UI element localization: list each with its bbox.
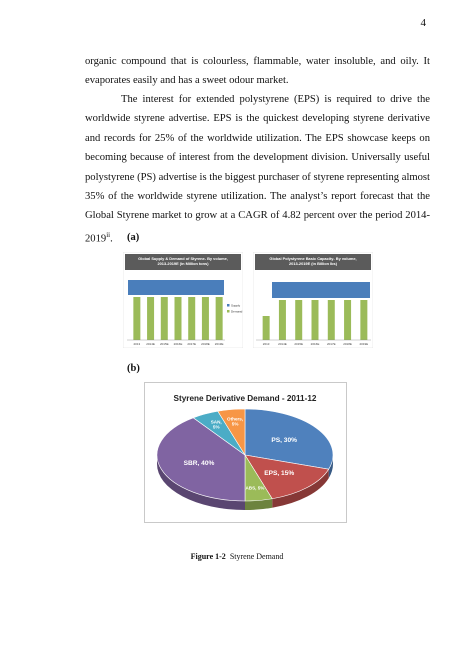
x-tick-label: 2018E [343,342,352,346]
page-number: 4 [420,17,426,29]
supply-demand-chart [123,252,243,348]
capacity-bar [279,300,286,340]
x-tick-label: 2019E [214,342,224,346]
caption-label: Figure 1-2 [190,552,226,561]
capacity-bar [328,300,335,340]
x-tick-label: 2018E [201,342,210,346]
pie-data-label: SAN, 5% [210,419,222,430]
capacity-bar [295,300,302,340]
demand-bar [147,297,154,340]
x-tick-label: 2013 [262,342,270,346]
legend-swatch-supply [227,304,230,307]
chart-title: Global Supply & Demand of Styrene- By volume, 2013-2019E (in Million tons) [138,256,228,266]
pie-data-label: Others, 5% [227,416,244,427]
paragraph-2-end: . [110,233,113,245]
demand-bar [188,297,195,340]
pie-data-label: PS, 30% [271,437,297,445]
x-tick-label: 2014E [278,342,287,346]
panel-b-label: (b) [127,363,140,374]
demand-bar [216,297,223,340]
capacity-bar [263,316,270,340]
legend-demand: Demand [231,309,243,314]
demand-bar [202,297,209,340]
chart-title: Global Polystyrene Basic Capacity- By volume, 2013-2019E (in Billion lbs) [269,256,357,266]
pie-data-label: EPS, 15% [264,469,295,477]
legend-supply: Supply [231,303,241,308]
x-tick-label: 2015E [159,342,169,346]
x-tick-label: 2019E [359,342,369,346]
x-tick-label: 2017E [187,342,197,346]
caption-text: Styrene Demand [229,552,284,561]
figure-caption [0,552,474,561]
legend-swatch-demand [227,310,230,313]
pie-data-label: SBR, 40% [183,459,215,467]
demand-bar [175,297,182,340]
pie-title: Styrene Derivative Demand - 2011-12 [173,394,317,403]
pie-data-label: ABS, 5% [245,485,265,491]
supply-band [128,280,224,295]
styrene-derivative-pie-chart [144,382,347,523]
x-tick-label: 2016E [310,342,320,346]
paragraph-1: organic compound that is colourless, flammable, water insoluble, and oily. It evaporates easily and has a sweet odour market. [85,56,430,87]
panel-a-label: (a) [127,232,140,243]
x-tick-label: 2015E [294,342,304,346]
demand-bar [161,297,168,340]
x-tick-label: 2017E [326,342,336,346]
demand-bar [133,297,140,340]
paragraph-2-text: The interest for extended polystyrene (EPS) is required to drive the worldwide styrene advertise. EPS is the quickest developing styrene derivative and records for 25% of the worldwide utilization. The EPS showcase keeps on becoming because of interest from the development division. Universally useful polystyrene (PS) advertise is the biggest purchaser of styrene representing almost 35% of the worldwide styrene utilization. The analyst’s report forecast that the Global Styrene market to grow at a CAGR of 4.82 percent over the period 2014-2019 [85,94,430,245]
x-tick-label: 2014E [146,342,155,346]
x-tick-label: 2016E [173,342,183,346]
capacity-bar [312,300,319,340]
polystyrene-capacity-chart [253,252,373,348]
capacity-band [272,282,370,298]
footnote-ref: ii [106,230,111,239]
capacity-bar [344,300,351,340]
x-tick-label: 2013 [133,342,141,346]
paragraph-2 [85,90,430,249]
capacity-bar [360,300,367,340]
